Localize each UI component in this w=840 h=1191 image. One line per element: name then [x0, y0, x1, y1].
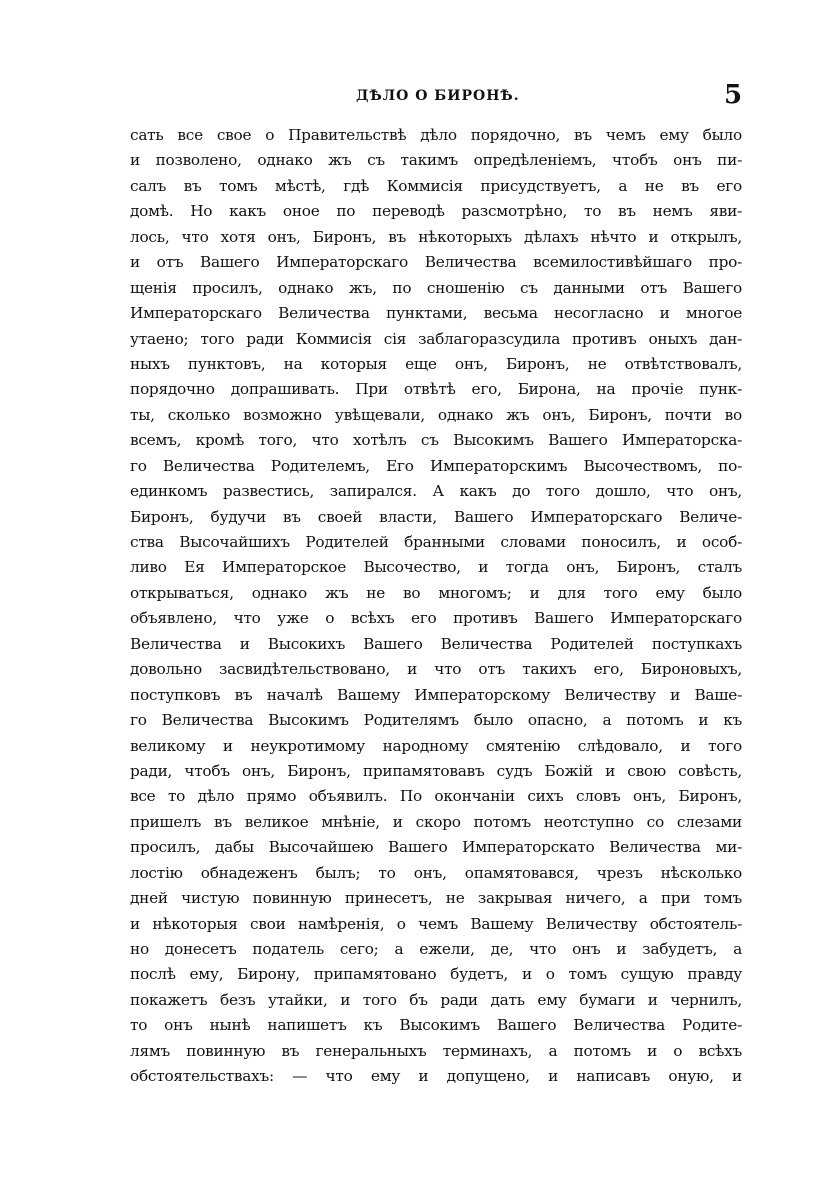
text-line: ства Высочайшихъ Родителей бранными словами поносилъ, и особ-: [130, 533, 742, 551]
text-line: ливо Ея Императорское Высочество, и тогда онъ, Биронъ, сталъ: [130, 558, 742, 577]
text-line: го Величества Родителемъ, Его Императорскимъ Высочествомъ, по-: [130, 456, 742, 475]
text-line: то онъ нынѣ напишетъ къ Высокимъ Вашего Величества Родите-: [130, 1016, 742, 1035]
text-line: Величества и Высокихъ Вашего Величества Родителей поступкахъ: [130, 634, 742, 653]
text-line: дней чистую повинную принесетъ, не закрывая ничего, а при томъ: [130, 889, 742, 908]
text-line: обстоятельствахъ: — что ему и допущено, и написавъ оную, и: [130, 1067, 742, 1086]
text-line: порядочно допрашивать. При отвѣтѣ его, Бирона, на прочіе пунк-: [130, 380, 742, 399]
text-line: довольно засвидѣтельствовано, и что отъ такихъ его, Бироновыхъ,: [130, 660, 742, 679]
page-number: 5: [724, 80, 743, 110]
text-line: всемъ, кромѣ того, что хотѣлъ съ Высокимъ Вашего Императорска-: [130, 431, 742, 450]
running-title: ДѢЛО О БИРОНѢ.: [356, 88, 520, 104]
text-line: и отъ Вашего Императорскаго Величества всемилостивѣйшаго про-: [130, 253, 742, 272]
text-line: просилъ, дабы Высочайшею Вашего Императорскато Величества ми-: [130, 838, 742, 857]
text-line: лямъ повинную въ генеральныхъ терминахъ, а потомъ и о всѣхъ: [130, 1041, 742, 1060]
text-line: пришелъ въ великое мнѣніе, и скоро потомъ неотступно со слезами: [130, 812, 742, 831]
text-line: лостію обнадеженъ былъ; то онъ, опамятовався, чрезъ нѣсколько: [130, 863, 742, 882]
text-line: но донесетъ податель сего; а ежели, де, что онъ и забудетъ, а: [130, 940, 742, 958]
text-line: ты, сколько возможно увѣщевали, однако жъ онъ, Биронъ, почти во: [130, 405, 742, 424]
text-line: утаено; того ради Коммисія сія заблагоразсудила противъ оныхъ дан-: [130, 329, 742, 348]
text-line: домѣ. Но какъ оное по переводѣ разсмотрѣно, то въ немъ яви-: [130, 202, 742, 221]
body-text: [130, 123, 742, 1090]
text-line: великому и неукротимому народному смятенію слѣдовало, и того: [130, 736, 742, 755]
text-line: и позволено, однако жъ съ такимъ опредѣленіемъ, чтобъ онъ пи-: [130, 151, 742, 170]
text-line: го Величества Высокимъ Родителямъ было опасно, а потомъ и къ: [130, 711, 742, 730]
text-line: салъ въ томъ мѣстѣ, гдѣ Коммисія присудствуетъ, а не въ его: [130, 176, 742, 195]
text-line: поступковъ въ началѣ Вашему Императорскому Величеству и Ваше-: [130, 685, 742, 704]
text-line: послѣ ему, Бирону, припамятовано будетъ, и о томъ сущую правду: [130, 965, 742, 984]
text-line: Императорскаго Величества пунктами, весьма несогласно и многое: [130, 304, 742, 323]
text-line: щенія просилъ, однако жъ, по сношенію съ данными отъ Вашего: [130, 278, 742, 297]
text-line: ныхъ пунктовъ, на которыя еще онъ, Биронъ, не отвѣтствовалъ,: [130, 354, 742, 373]
text-line: сать все свое о Правительствѣ дѣло порядочно, въ чемъ ему было: [130, 126, 742, 144]
text-line: открываться, однако жъ не во многомъ; и для того ему было: [130, 583, 742, 602]
text-line: и нѣкоторыя свои намѣренія, о чемъ Вашему Величеству обстоятель-: [130, 914, 742, 933]
text-line: Биронъ, будучи въ своей власти, Вашего Императорскаго Величе-: [130, 507, 742, 526]
text-line: лось, что хотя онъ, Биронъ, въ нѣкоторыхъ дѣлахъ нѣчто и открылъ,: [130, 227, 742, 246]
text-line: покажетъ безъ утайки, и того бъ ради дать ему бумаги и чернилъ,: [130, 990, 742, 1009]
text-line: единкомъ развестись, запирался. А какъ до того дошло, что онъ,: [130, 482, 742, 501]
text-line: все то дѣло прямо объявилъ. По окончаніи сихъ словъ онъ, Биронъ,: [130, 787, 742, 806]
text-line: ради, чтобъ онъ, Биронъ, припамятовавъ судъ Божій и свою совѣсть,: [130, 761, 742, 780]
text-line: объявлено, что уже о всѣхъ его противъ Вашего Императорскаго: [130, 609, 742, 628]
